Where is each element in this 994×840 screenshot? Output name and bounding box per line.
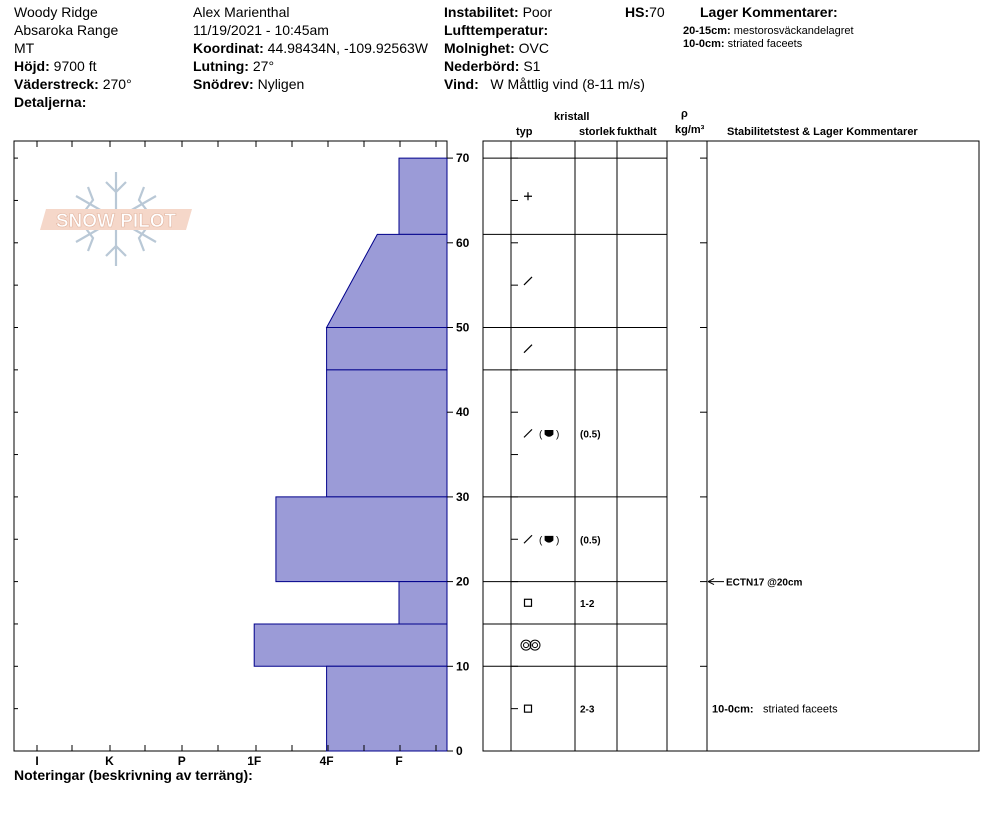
slope-value: 27° xyxy=(252,58,275,74)
circle-grain-icon xyxy=(524,643,529,648)
layer-note-depth: 10-0cm: xyxy=(712,703,754,716)
hardness-plot xyxy=(14,141,470,768)
drift-label: Snödrev: xyxy=(193,76,254,92)
hardness-scale-label: F xyxy=(395,754,403,768)
wind-label: Vind: xyxy=(444,76,479,92)
hardness-scale-label: 4F xyxy=(319,754,334,768)
datetime: 11/19/2021 - 10:45am xyxy=(193,22,329,38)
hardness-layer-bar xyxy=(254,624,447,666)
depth-tick-label: 20 xyxy=(456,574,470,589)
depth-tick-label: 0 xyxy=(456,744,463,758)
observer: Alex Marienthal xyxy=(193,4,290,20)
drift-value: Nyligen xyxy=(257,76,305,92)
layer-comment-depth: 20-15cm: xyxy=(683,25,731,37)
table-frame xyxy=(483,141,979,751)
hardness-scale-label: K xyxy=(105,754,114,768)
slash-grain-icon xyxy=(524,429,532,437)
depth-tick-label: 70 xyxy=(456,151,470,166)
hardness-layer-bar xyxy=(399,582,447,624)
snowpilot-logo xyxy=(40,172,192,266)
location: Woody Ridge xyxy=(14,4,98,20)
paren-glyph: ) xyxy=(556,535,560,547)
range: Absaroka Range xyxy=(14,22,119,38)
slash-grain-icon xyxy=(524,345,532,353)
depth-tick-label: 30 xyxy=(456,489,470,504)
col-rho: ρ xyxy=(681,108,688,120)
square-grain-icon xyxy=(525,705,532,712)
paren-glyph: ) xyxy=(556,429,560,441)
depth-tick-label: 60 xyxy=(456,235,470,250)
hardness-scale-label: P xyxy=(177,754,186,768)
square-grain-icon xyxy=(525,599,532,606)
col-stability: Stabilitetstest & Lager Kommentarer xyxy=(727,126,918,138)
slash-grain-icon xyxy=(524,535,532,543)
layer-comment-depth: 10-0cm: xyxy=(683,38,725,50)
plus-grain-icon xyxy=(524,192,532,200)
hardness-scale-label: I xyxy=(35,754,39,768)
depth-tick-label: 40 xyxy=(456,405,470,420)
elevation-label: Höjd: xyxy=(14,58,50,74)
hs-value: 70 xyxy=(649,4,665,20)
col-fukthalt: fukthalt xyxy=(617,126,657,138)
depth-tick-label: 50 xyxy=(456,320,470,335)
grain-size-label: 2-3 xyxy=(580,704,595,716)
depth-tick-label: 10 xyxy=(456,659,470,674)
stability-test-label: ECTN17 @20cm xyxy=(726,577,803,589)
cup-grain-icon xyxy=(545,536,553,542)
hardness-layer-bar xyxy=(327,234,447,327)
logo-text: SNOW PILOT xyxy=(55,211,177,232)
coord-value: 44.98434N, -109.92563W xyxy=(267,40,428,56)
details-label: Detaljerna: xyxy=(14,94,87,110)
grain-size-label: (0.5) xyxy=(580,535,601,547)
hardness-scale-label: 1F xyxy=(247,754,262,768)
hs-label: HS: xyxy=(625,4,650,20)
col-kristall: kristall xyxy=(554,111,590,123)
circle-grain-icon xyxy=(533,643,538,648)
coord-label: Koordinat: xyxy=(193,40,264,56)
cup-grain-icon xyxy=(545,430,553,436)
aspect-label: Väderstreck: xyxy=(14,76,99,92)
paren-glyph: ( xyxy=(539,535,543,547)
layer-comments-title: Lager Kommentarer: xyxy=(700,4,838,20)
sky-label: Molnighet: xyxy=(444,40,515,56)
elevation-value: 9700 ft xyxy=(53,58,97,74)
aspect-value: 270° xyxy=(102,76,132,92)
grain-table xyxy=(483,141,979,751)
hardness-layer-bar xyxy=(327,328,447,370)
grain-size-label: 1-2 xyxy=(580,598,595,610)
precip-label: Nederbörd: xyxy=(444,58,520,74)
layer-note-text: striated faceets xyxy=(763,703,838,716)
hardness-layer-bar xyxy=(399,158,447,234)
instability-label: Instabilitet: xyxy=(444,4,519,20)
airtemp-label: Lufttemperatur: xyxy=(444,22,549,38)
col-typ: typ xyxy=(516,126,533,138)
layer-comment-text: striated faceets xyxy=(727,38,803,50)
notes-label: Noteringar (beskrivning av terräng): xyxy=(14,767,253,783)
sky-value: OVC xyxy=(518,40,549,56)
layer-comment-text: mestorosväckandelagret xyxy=(733,25,854,37)
hardness-layer-bar xyxy=(327,370,447,497)
hardness-layer-bar xyxy=(327,666,447,751)
stability-arrow-icon xyxy=(708,579,724,585)
slash-grain-icon xyxy=(524,277,532,285)
col-density-unit: kg/m³ xyxy=(675,124,705,136)
hardness-layer-bar xyxy=(276,497,447,582)
paren-glyph: ( xyxy=(539,429,543,441)
slope-label: Lutning: xyxy=(193,58,249,74)
instability-value: Poor xyxy=(522,4,553,20)
grain-size-label: (0.5) xyxy=(580,429,601,441)
col-storlek: storlek xyxy=(579,126,616,138)
wind-value: W Måttlig vind (8-11 m/s) xyxy=(490,76,645,92)
precip-value: S1 xyxy=(523,58,541,74)
state: MT xyxy=(14,40,35,56)
